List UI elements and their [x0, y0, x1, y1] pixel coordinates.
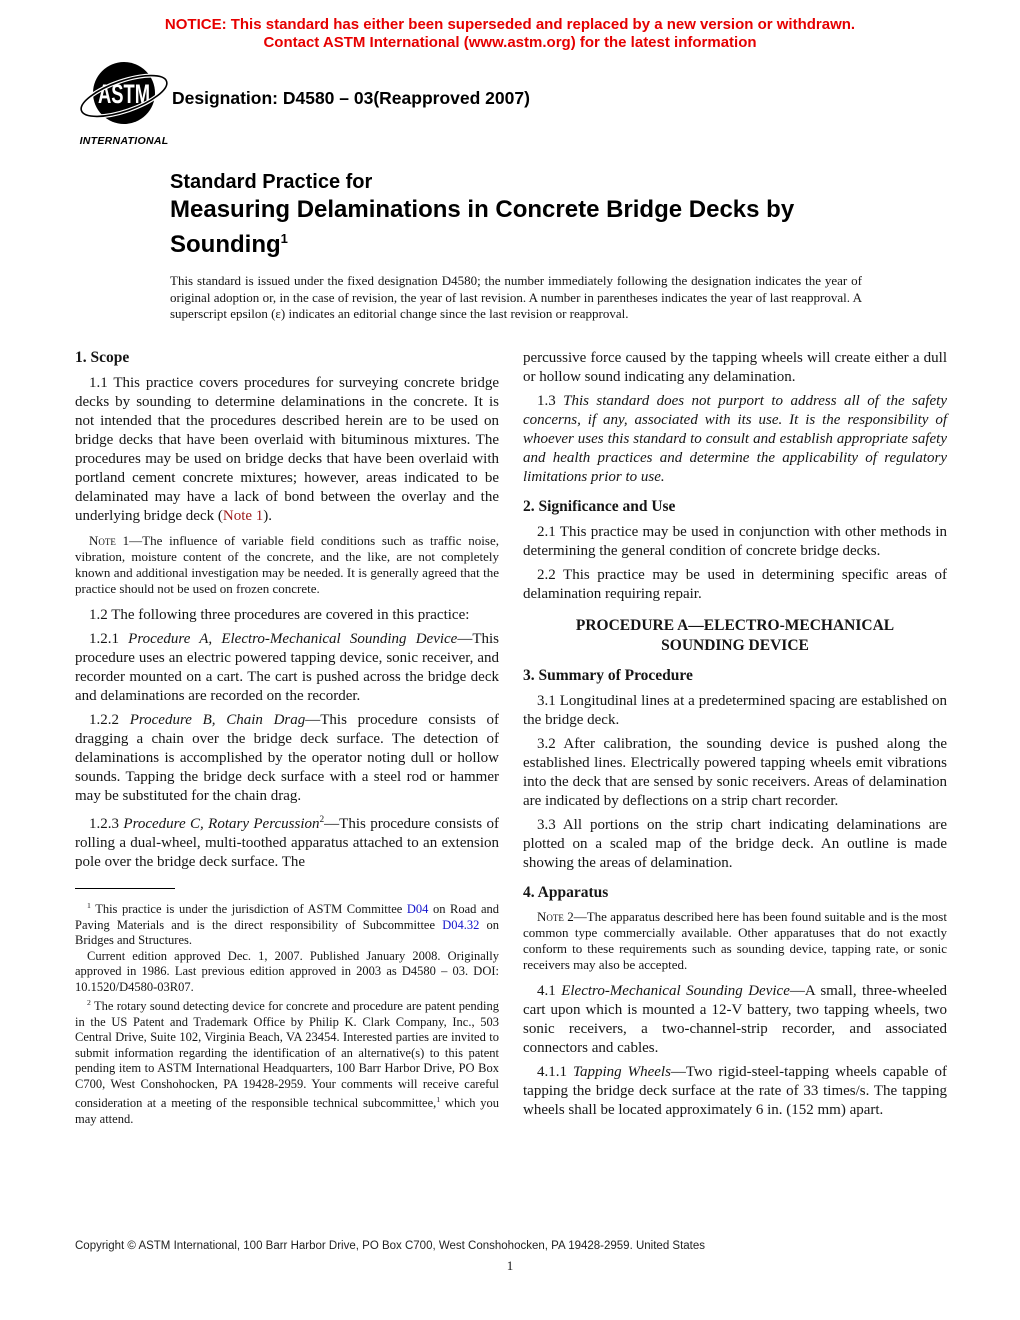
paragraph-1-1-tail: ).	[263, 508, 273, 524]
note-1-label: Note 1—	[89, 533, 143, 548]
footnote-1-text-c: on Bridges and Structures.	[75, 917, 500, 948]
paragraph-1-2-3-num: 1.2.3	[89, 816, 124, 832]
paragraph-1-2-1-text: —This procedure uses an electric powered tapping device, sonic receiver, and recorder mounted on a cart. The cart is pushed across the bridge deck and delaminations are recorded on the recorder.	[75, 631, 500, 704]
sounding-device-term: Electro-Mechanical Sounding Device	[561, 983, 790, 999]
paragraph-1-2-3-text: —This procedure consists of rolling a dual-wheel, multi-toothed apparatus attached to an extension pole over the bridge deck surface. The	[75, 816, 499, 870]
paragraph-1-2-2-num: 1.2.2	[89, 712, 130, 728]
footnote-rule	[75, 888, 175, 889]
paragraph-1-2: 1.2 The following three procedures are covered in this practice:	[89, 607, 470, 623]
procedure-a-heading	[543, 616, 927, 656]
procedure-c-name: Procedure C, Rotary Percussion	[123, 816, 320, 832]
subcommittee-d04-32-link[interactable]: D04.32	[442, 917, 480, 932]
title-line-1: Measuring Delaminations in Concrete Bridge Decks by	[170, 196, 795, 223]
paragraph-4-1	[523, 982, 947, 1058]
paragraph-2-2: 2.2 This practice may be used in determining specific areas of delamination requiring repair.	[523, 567, 947, 602]
page-title	[170, 195, 890, 259]
note-2-label: Note 2—	[537, 909, 587, 924]
paragraph-1-3	[523, 392, 947, 487]
procedure-b-name: Procedure B, Chain Drag	[129, 712, 306, 728]
title-line-2: Sounding	[170, 231, 281, 258]
paragraph-4-1-1	[523, 1063, 947, 1120]
title-footnote-ref: 1	[280, 231, 288, 246]
footnote-1-edition: Current edition approved Dec. 1, 2007. Published January 2008. Originally approved in 1986. Last previous edition approved in 2003 as D4580 – 03. DOI: 10.1520/D4580-03R07.	[75, 948, 499, 994]
footnote-1-marker: 1	[87, 901, 91, 910]
footnote-block	[75, 888, 499, 1127]
paragraph-1-3-num: 1.3	[537, 393, 564, 409]
paragraph-1-2-1	[75, 630, 499, 706]
issuing-statement: This standard is issued under the fixed designation D4580; the number immediately following the designation indicates the year of original adoption or, in the case of revision, the year of last revision. A number in parentheses indicates the year of last reapproval. A superscript epsilon (ε) indicates an editorial change since the last revision or reapproval.	[170, 273, 862, 321]
title-kicker: Standard Practice for	[170, 171, 373, 193]
note-1-link[interactable]: Note 1	[222, 508, 264, 524]
footnote-1	[75, 898, 499, 949]
paragraph-4-1-text: —A small, three-wheeled cart upon which is mounted a 12-V battery, two tapping wheels, two sonic receivers, a two-channel-strip recorder, and associated connectors and cables.	[523, 983, 947, 1056]
paragraph-3-2: 3.2 After calibration, the sounding device is pushed along the established lines. Electrically powered tapping wheels emit vibrations into the deck that are sensed by sonic receivers. Areas of delamination are indicated by deflections on a strip chart recorder.	[523, 736, 947, 809]
procedure-a-name: Procedure A, Electro-Mechanical Sounding Device	[128, 631, 458, 647]
procedure-a-heading-line-2: SOUNDING DEVICE	[661, 637, 809, 654]
paragraph-1-3-text: This standard does not purport to address all of the safety concerns, if any, associated with its use. It is the responsibility of whoever uses this standard to consult and establish appropriate safety and health practices and determine the applicability of regulatory limitations prior to use.	[523, 393, 948, 485]
title-block	[170, 170, 890, 259]
footnote-2	[75, 995, 499, 1127]
paragraph-4-1-1-text: —Two rigid-steel-tapping wheels capable of tapping the bridge deck surface at the rate of 33 times/s. The tapping wheels shall be located approximately 6 in. (152 mm) apart.	[523, 1064, 948, 1118]
copyright-line: Copyright © ASTM International, 100 Barr Harbor Drive, PO Box C700, West Conshohocken, PA 19428-2959. United States	[75, 1240, 706, 1252]
footnote-2-marker: 2	[87, 998, 91, 1008]
designation-line: Designation: D4580 – 03(Reapproved 2007)	[172, 88, 530, 108]
note-2-text: The apparatus described here has been found suitable and is the most common type commercially available. Other apparatuses that do not exactly conform to these requirements such as sounding device, tapping rate, or sonic receivers may also be accepted.	[523, 909, 947, 972]
section-heading-scope: 1. Scope	[75, 349, 130, 366]
left-column	[75, 349, 499, 1127]
procedure-a-heading-line-1: PROCEDURE A—ELECTRO-MECHANICAL	[575, 617, 895, 634]
footnote-2-text-a: The rotary sound detecting device for concrete and procedure are patent pending in the US Patent and Trademark Office by Philip K. Clark Company, Inc., 503 Central Drive, Suite 102, Virginia Beach, VA 23454. Interested parties are invited to submit information regarding the identification of an alternative(s) to this patent pending item to ASTM International Headquarters, 100 Barr Harbor Drive, PO Box C700, West Conshohocken, PA 19428-2959. Your comments will receive careful consideration at a meeting of the responsible technical subcommittee,	[75, 999, 499, 1111]
committee-d04-link[interactable]: D04	[406, 902, 429, 917]
footnote-1-text-a: This practice is under the jurisdiction of ASTM Committee	[90, 902, 407, 917]
paragraph-1-2-2	[75, 711, 499, 806]
note-1-text: The influence of variable field conditions such as traffic noise, vibration, moisture content of the concrete, and the like, are not completely known and additional investigation may be needed. It is generally agreed that the practice should not be used on frozen concrete.	[75, 533, 499, 596]
notice-line-2: Contact ASTM International (www.astm.org) for the latest information	[263, 34, 757, 51]
footnote-1-text-b: on Road and Paving Materials and is the direct responsibility of Subcommittee	[75, 902, 499, 932]
body-columns	[75, 349, 947, 1127]
astm-logo-icon	[76, 56, 172, 134]
notice-line-1: NOTICE: This standard has either been superseded and replaced by a new version or withdrawn.	[164, 16, 856, 33]
paragraph-1-2-3	[75, 811, 499, 872]
footnote-2-ref: 2	[319, 815, 325, 825]
section-heading-apparatus: 4. Apparatus	[523, 884, 609, 901]
paragraph-1-2-1-num: 1.2.1	[89, 631, 129, 647]
note-2	[523, 909, 947, 973]
astm-monogram: ASTM	[98, 79, 150, 109]
note-1	[75, 533, 499, 597]
astm-logo	[76, 56, 172, 147]
footnote-2-inner-ref: 1	[436, 1095, 441, 1105]
paragraph-4-1-1-num: 4.1.1	[537, 1064, 573, 1080]
paragraph-1-1	[75, 374, 499, 526]
tapping-wheels-term: Tapping Wheels	[572, 1064, 671, 1080]
right-column	[523, 349, 947, 1127]
paragraph-1-2-2-text: —This procedure consists of dragging a chain over the bridge deck surface. The detection of delaminations is accomplished by the operator noting dull or hollow sounds. Tapping the bridge deck surface with a steel rod or hammer may be substituted for the chain drag.	[75, 712, 499, 804]
paragraph-1-2-3-continuation: percussive force caused by the tapping wheels will create either a dull or hollow sound indicating any delamination.	[523, 350, 947, 385]
paragraph-3-1: 3.1 Longitudinal lines at a predetermined spacing are established on the bridge deck.	[523, 693, 947, 728]
astm-logo-caption: INTERNATIONAL	[79, 135, 169, 147]
page-number: 1	[506, 1258, 514, 1273]
section-heading-significance: 2. Significance and Use	[523, 498, 676, 515]
notice-banner	[0, 16, 1020, 52]
paragraph-1-1-text: 1.1 This practice covers procedures for surveying concrete bridge decks by sounding to determine delaminations in the concrete. It is not intended that the procedures described herein are to be used on bridge decks that have been overlaid with bituminous mixtures. The procedures may be used on bridge decks that have been overlaid with portland cement concrete mixtures; however, areas indicated to be delaminated may have a lack of bond between the overlay and the underlying bridge deck (	[75, 375, 499, 524]
paragraph-3-3: 3.3 All portions on the strip chart indicating delaminations are plotted on a scaled map of the bridge deck. An outline is made showing the areas of delamination.	[523, 817, 947, 871]
paragraph-2-1: 2.1 This practice may be used in conjunction with other methods in determining the general condition of concrete bridge decks.	[523, 524, 947, 559]
section-heading-summary: 3. Summary of Procedure	[523, 667, 693, 684]
footnote-2-text-b: which you may attend.	[75, 1096, 499, 1126]
paragraph-4-1-num: 4.1	[537, 983, 562, 999]
